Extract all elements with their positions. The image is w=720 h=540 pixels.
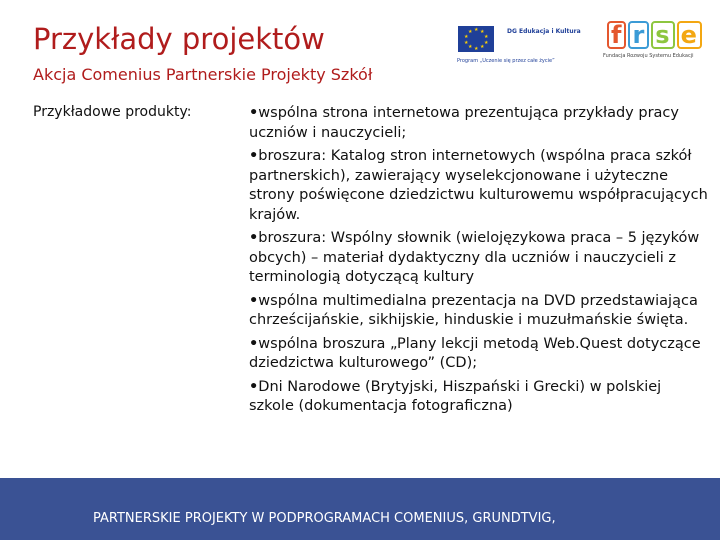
products-list [249,104,709,421]
footer-bar [0,478,720,540]
frse-caption: Fundacja Rozwoju Systemu Edukacji [603,53,694,59]
frse-letter: r [628,21,649,49]
frse-letter: e [677,21,702,49]
page-title: Przykłady projektów [33,22,325,56]
list-item: • wspólna strona internetowa prezentująca przykłady pracy uczniów i nauczycieli; [249,104,709,143]
products-label: Przykładowe produkty: [33,104,192,120]
eu-logo-program: Program „Uczenie się przez całe życie” [457,58,555,64]
list-item: • broszura: Wspólny słownik (wielojęzykowa praca – 5 języków obcych) – materiał dydaktyczny dla uczniów i nauczycieli z terminologią dotyczącą kultury [249,229,709,288]
list-item: • broszura: Katalog stron internetowych (wspólna praca szkół partnerskich), zawierający wyselekcjonowane i użyteczne strony poświęcone dziedzictwu kulturowemu współpracujących krajów. [249,147,709,225]
footer-text: PARTNERSKIE PROJEKTY W PODPROGRAMACH COMENIUS, GRUNDTVIG, [93,511,556,526]
list-item: • wspólna multimedialna prezentacja na DVD przedstawiająca chrześcijańskie, sikhijskie, hinduskie i muzułmańskie święta. [249,292,709,331]
frse-letter: s [651,21,674,49]
logos [455,20,710,75]
frse-wordmark [607,20,704,50]
page-subtitle: Akcja Comenius Partnerskie Projekty Szkół [33,65,373,84]
list-item: • Dni Narodowe (Brytyjski, Hiszpański i Grecki) w polskiej szkole (dokumentacja fotograficzna) [249,378,709,417]
list-item: • wspólna broszura „Plany lekcji metodą Web.Quest dotyczące dziedzictwa kulturowego” (CD); [249,335,709,374]
eu-logo [455,22,581,66]
frse-letter: f [607,21,626,49]
frse-logo [603,20,710,70]
eu-logo-name: DG Edukacja i Kultura [507,28,581,35]
eu-flag-icon: ★ ★ ★ ★ ★ ★ ★ ★ ★ ★ [458,26,494,52]
